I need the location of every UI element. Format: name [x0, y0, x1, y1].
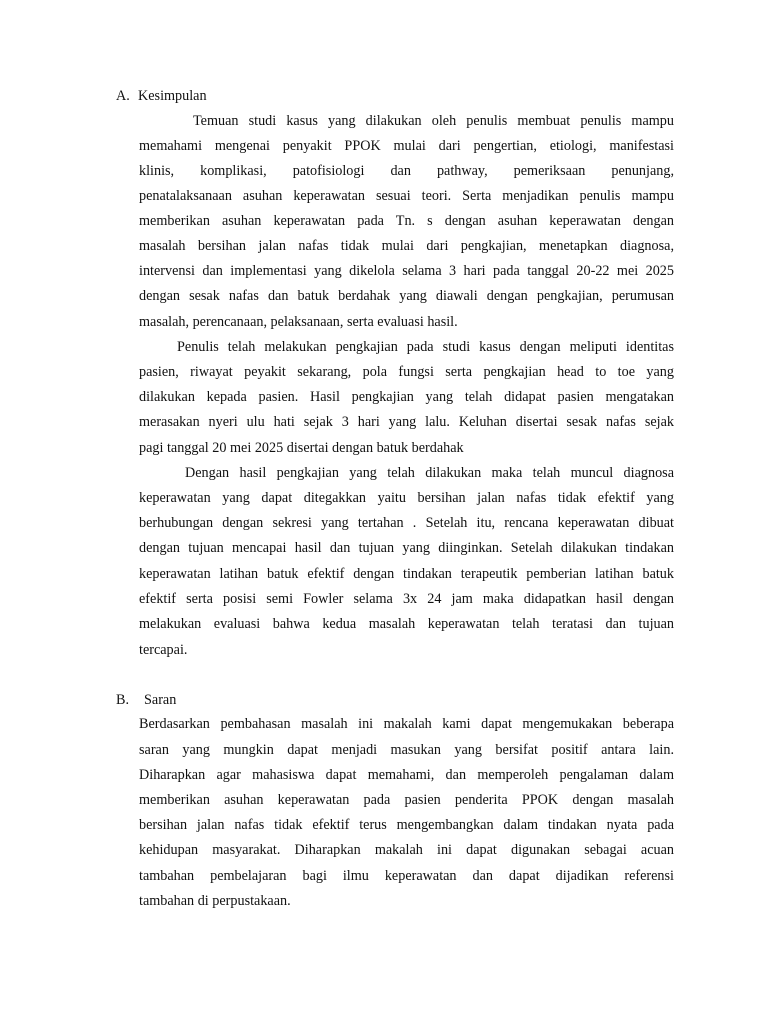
- section-b-line: bersihan jalan nafas tidak efektif terus mengembangkan dalam tindakan nyata pada: [139, 817, 674, 833]
- section-a-line: keperawatan yang dapat ditegakkan yaitu bersihan jalan nafas tidak efektif yang: [139, 490, 674, 506]
- section-a-line: masalah, perencanaan, pelaksanaan, serta evaluasi hasil.: [139, 314, 458, 330]
- section-a-line: efektif serta posisi semi Fowler selama 3x 24 jam maka didapatkan hasil dengan: [139, 591, 674, 607]
- section-a-line: keperawatan latihan batuk efektif dengan tindakan terapeutik pemberian latihan batuk: [139, 566, 674, 582]
- section-a-title: Kesimpulan: [138, 88, 207, 104]
- section-b-heading: [116, 690, 176, 710]
- section-b-line: tambahan pembelajaran bagi ilmu keperawatan dan dapat dijadikan referensi: [139, 868, 674, 884]
- section-a-heading: [116, 86, 207, 106]
- section-a-line: pagi tanggal 20 mei 2025 disertai dengan batuk berdahak: [139, 440, 464, 456]
- section-a-line: masalah bersihan jalan nafas tidak mulai dari pengkajian, menetapkan diagnosa,: [139, 238, 674, 254]
- section-b-title: Saran: [144, 692, 177, 708]
- section-b-line: kehidupan masyarakat. Diharapkan makalah ini dapat digunakan sebagai acuan: [139, 842, 674, 858]
- section-a-line: berhubungan dengan sekresi yang tertahan . Setelah itu, rencana keperawatan dibuat: [139, 515, 674, 531]
- section-b-line: Diharapkan agar mahasiswa dapat memahami, dan memperoleh pengalaman dalam: [139, 767, 674, 783]
- section-a-line: merasakan nyeri ulu hati sejak 3 hari yang lalu. Keluhan disertai sesak nafas sejak: [139, 414, 674, 430]
- section-a-line: dilakukan kepada pasien. Hasil pengkajian yang telah didapat pasien mengatakan: [139, 389, 674, 405]
- section-a-line: memahami mengenai penyakit PPOK mulai dari pengertian, etiologi, manifestasi: [139, 138, 674, 154]
- section-a-letter: A.: [116, 88, 130, 104]
- section-a-line: dengan tujuan mencapai hasil dan tujuan yang diinginkan. Setelah dilakukan tindakan: [139, 540, 674, 556]
- section-b-line: tambahan di perpustakaan.: [139, 893, 291, 909]
- section-a-line: Temuan studi kasus yang dilakukan oleh penulis membuat penulis mampu: [193, 113, 674, 129]
- section-a-line: dengan sesak nafas dan batuk berdahak yang diawali dengan pengkajian, perumusan: [139, 288, 674, 304]
- section-b-letter: B.: [116, 692, 130, 708]
- section-b-line: Berdasarkan pembahasan masalah ini makalah kami dapat mengemukakan beberapa: [139, 716, 674, 732]
- section-a-line: Dengan hasil pengkajian yang telah dilakukan maka telah muncul diagnosa: [185, 465, 674, 481]
- section-a-line: melakukan evaluasi bahwa kedua masalah keperawatan telah teratasi dan tujuan: [139, 616, 674, 632]
- section-b-line: saran yang mungkin dapat menjadi masukan yang bersifat positif antara lain.: [139, 742, 674, 758]
- section-a-line: klinis, komplikasi, patofisiologi dan pathway, pemeriksaan penunjang,: [139, 163, 674, 179]
- section-a-line: Penulis telah melakukan pengkajian pada studi kasus dengan meliputi identitas: [177, 339, 674, 355]
- section-a-line: memberikan asuhan keperawatan pada Tn. s dengan asuhan keperawatan dengan: [139, 213, 674, 229]
- section-b-line: memberikan asuhan keperawatan pada pasien penderita PPOK dengan masalah: [139, 792, 674, 808]
- section-a-line: pasien, riwayat peyakit sekarang, pola fungsi serta pengkajian head to toe yang: [139, 364, 674, 380]
- section-a-line: penatalaksanaan asuhan keperawatan sesuai teori. Serta menjadikan penulis mampu: [139, 188, 674, 204]
- section-a-line: tercapai.: [139, 642, 188, 658]
- section-a-line: intervensi dan implementasi yang dikelola selama 3 hari pada tanggal 20-22 mei 2025: [139, 263, 674, 279]
